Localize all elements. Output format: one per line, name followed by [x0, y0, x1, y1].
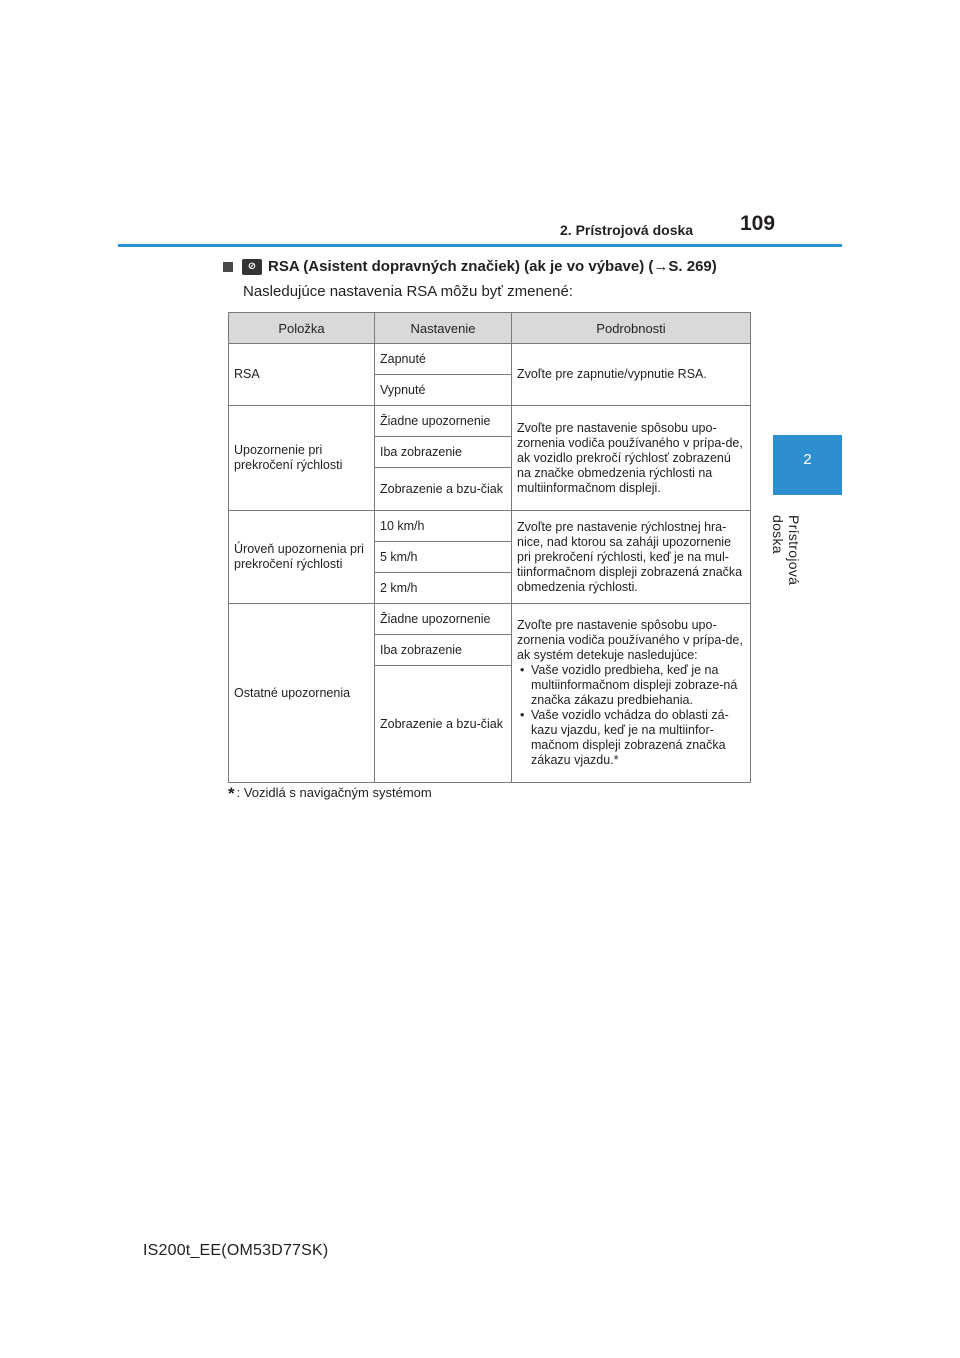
column-header: Nastavenie — [375, 313, 512, 344]
setting-cell: Iba zobrazenie — [375, 635, 512, 666]
rsa-sign-icon: ⊘ — [242, 259, 262, 275]
setting-cell: Iba zobrazenie — [375, 437, 512, 468]
details-cell — [512, 604, 751, 783]
table-row — [229, 511, 751, 542]
table-row — [229, 604, 751, 635]
details-list — [517, 663, 745, 768]
item-cell: Úroveň upozornenia pri prekročení rýchlosti — [229, 511, 375, 604]
heading-text: RSA (Asistent dopravných značiek) (ak je vo výbave) (→S. 269) — [268, 258, 717, 275]
chapter-number: 2 — [803, 451, 812, 468]
details-cell: Zvoľte pre zapnutie/vypnutie RSA. — [512, 344, 751, 406]
footnote — [228, 784, 432, 804]
details-intro: Zvoľte pre nastavenie spôsobu upo-zornenia vodiča používaného v prípa-de, ak systém detekuje nasledujúce: — [517, 618, 743, 662]
section-heading — [223, 258, 717, 275]
bullet-square-icon — [223, 262, 233, 272]
details-bullet: • Vaše vozidlo predbieha, keď je na multiinformačnom displeji zobraze-ná značka zákazu predbiehania. — [531, 663, 745, 708]
footnote-text: : Vozidlá s navigačným systémom — [236, 785, 432, 800]
settings-table — [228, 312, 751, 783]
header-divider — [118, 244, 842, 247]
footnote-marker: * — [228, 784, 235, 803]
setting-cell: Zobrazenie a bzu-čiak — [375, 468, 512, 511]
item-cell: Upozornenie pri prekročení rýchlosti — [229, 406, 375, 511]
setting-cell: Žiadne upozornenie — [375, 406, 512, 437]
setting-cell: Zapnuté — [375, 344, 512, 375]
column-header: Položka — [229, 313, 375, 344]
setting-cell: Žiadne upozornenie — [375, 604, 512, 635]
setting-cell: Zobrazenie a bzu-čiak — [375, 666, 512, 783]
setting-cell: Vypnuté — [375, 375, 512, 406]
table-row — [229, 406, 751, 437]
details-cell: Zvoľte pre nastavenie spôsobu upo-zornenia vodiča používaného v prípa-de, ak vozidlo prekročí rýchlosť zobrazenú na značke obmedzenia rýchlosti na multiinformačnom displeji. — [512, 406, 751, 511]
page-number: 109 — [740, 212, 776, 235]
section-title: 2. Prístrojová doska — [560, 222, 694, 238]
item-cell: RSA — [229, 344, 375, 406]
setting-cell: 2 km/h — [375, 573, 512, 604]
column-header: Podrobnosti — [512, 313, 751, 344]
setting-cell: 10 km/h — [375, 511, 512, 542]
chapter-label: Prístrojová doska — [770, 515, 802, 586]
setting-cell: 5 km/h — [375, 542, 512, 573]
details-bullet: • Vaše vozidlo vchádza do oblasti zá-kazu vjazdu, keď je na multiinfor-mačnom displeji zobrazená značka zákazu vjazdu.* — [531, 708, 745, 768]
chapter-tab — [773, 435, 842, 495]
table-row — [229, 344, 751, 375]
intro-text: Nasledujúce nastavenia RSA môžu byť zmenené: — [243, 283, 573, 300]
details-cell: Zvoľte pre nastavenie rýchlostnej hra-nice, nad ktorou sa zaháji upozornenie pri prekročení rýchlosti, keď je na mul-tiinformačnom displeji zobrazená značka obmedzenia rýchlosti. — [512, 511, 751, 604]
model-code: IS200t_EE(OM53D77SK) — [143, 1242, 329, 1259]
table-header-row — [229, 313, 751, 344]
item-cell: Ostatné upozornenia — [229, 604, 375, 783]
